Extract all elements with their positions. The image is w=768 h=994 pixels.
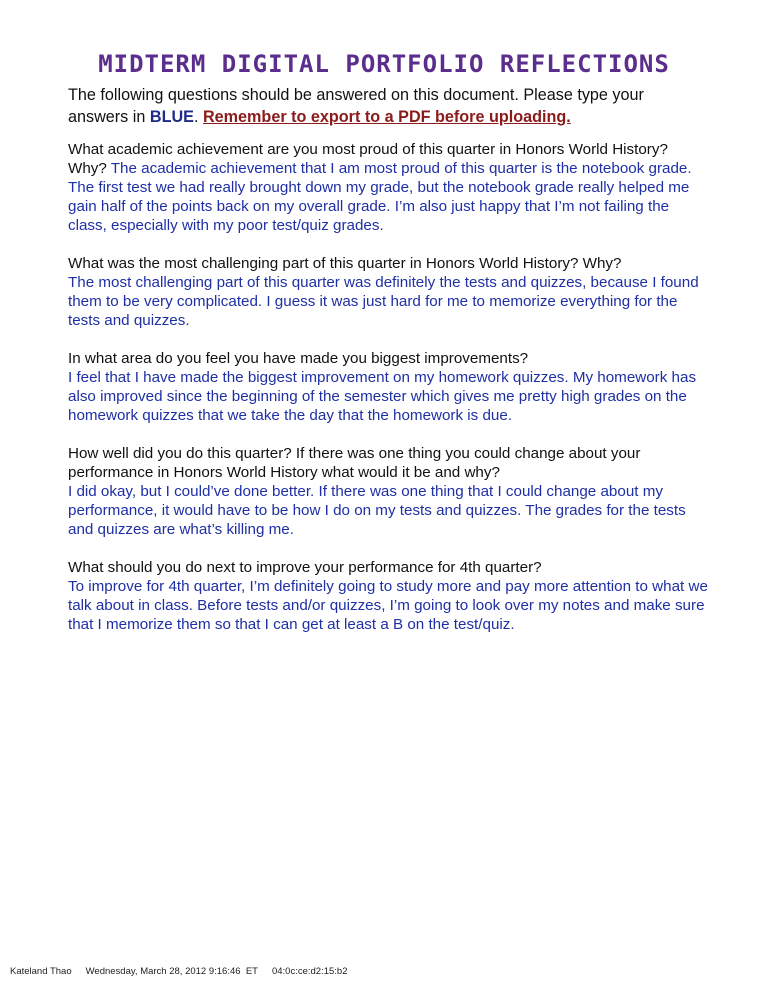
- answer-text: The academic achievement that I am most proud of this quarter is the notebook grade. The first test we had really brought down my grade, but the notebook grade really helped me gain half of the points back on my overall grade. I’m also just happy that I’m not failing the class, especially with my poor test/quiz grades.: [68, 160, 692, 234]
- instructions: [68, 84, 708, 128]
- document-title: MIDTERM DIGITAL PORTFOLIO REFLECTIONS: [98, 50, 670, 78]
- answer-text: I feel that I have made the biggest improvement on my homework quizzes. My homework has also improved since the beginning of the semester which gives me pretty high grades on the homework quizzes that we take the day that the homework is due.: [68, 369, 697, 424]
- document-body: [68, 84, 708, 653]
- question-text: What should you do next to improve your performance for 4th quarter?: [68, 559, 542, 576]
- question-text: In what area do you feel you have made you biggest improvements?: [68, 350, 529, 367]
- export-reminder: Remember to export to a PDF before uploading.: [202, 108, 571, 126]
- instructions-blue-word: BLUE: [149, 108, 194, 126]
- footer-mac-address: 04:0c:ce:d2:15:b2: [271, 966, 348, 977]
- qa-item: [68, 558, 708, 634]
- qa-item: [68, 254, 708, 330]
- instructions-separator: .: [193, 108, 203, 126]
- answer-text: I did okay, but I could’ve done better. If there was one thing that I could change about my performance, it would have to be how I do on my tests and quizzes. The grades for the tests and quizzes are what’s killing me.: [68, 483, 686, 538]
- answer-text: To improve for 4th quarter, I’m definitely going to study more and pay more attention to what we talk about in class. Before tests and/or quizzes, I’m going to look over my notes and make sure that I memorize them so that I can get at least a B on the test/quiz.: [68, 578, 708, 633]
- page-footer: [10, 966, 362, 977]
- instructions-text: The following questions should be answered on this document. Please type your answers in: [68, 86, 644, 126]
- question-text: What was the most challenging part of this quarter in Honors World History? Why?: [68, 255, 622, 272]
- footer-author: Kateland Thao: [10, 966, 72, 977]
- qa-item: [68, 444, 708, 539]
- footer-timestamp: Wednesday, March 28, 2012 9:16:46 ET: [85, 966, 258, 977]
- question-text: How well did you do this quarter? If there was one thing you could change about your performance in Honors World History what would it be and why?: [68, 445, 641, 481]
- answer-text: The most challenging part of this quarter was definitely the tests and quizzes, because I found them to be very complicated. I guess it was just hard for me to memorize everything for the tests and quizzes.: [68, 274, 699, 329]
- qa-item: [68, 349, 708, 425]
- qa-item: [68, 140, 708, 235]
- question-text: What academic achievement are you most proud of this quarter in Honors World History? Why?: [68, 141, 668, 177]
